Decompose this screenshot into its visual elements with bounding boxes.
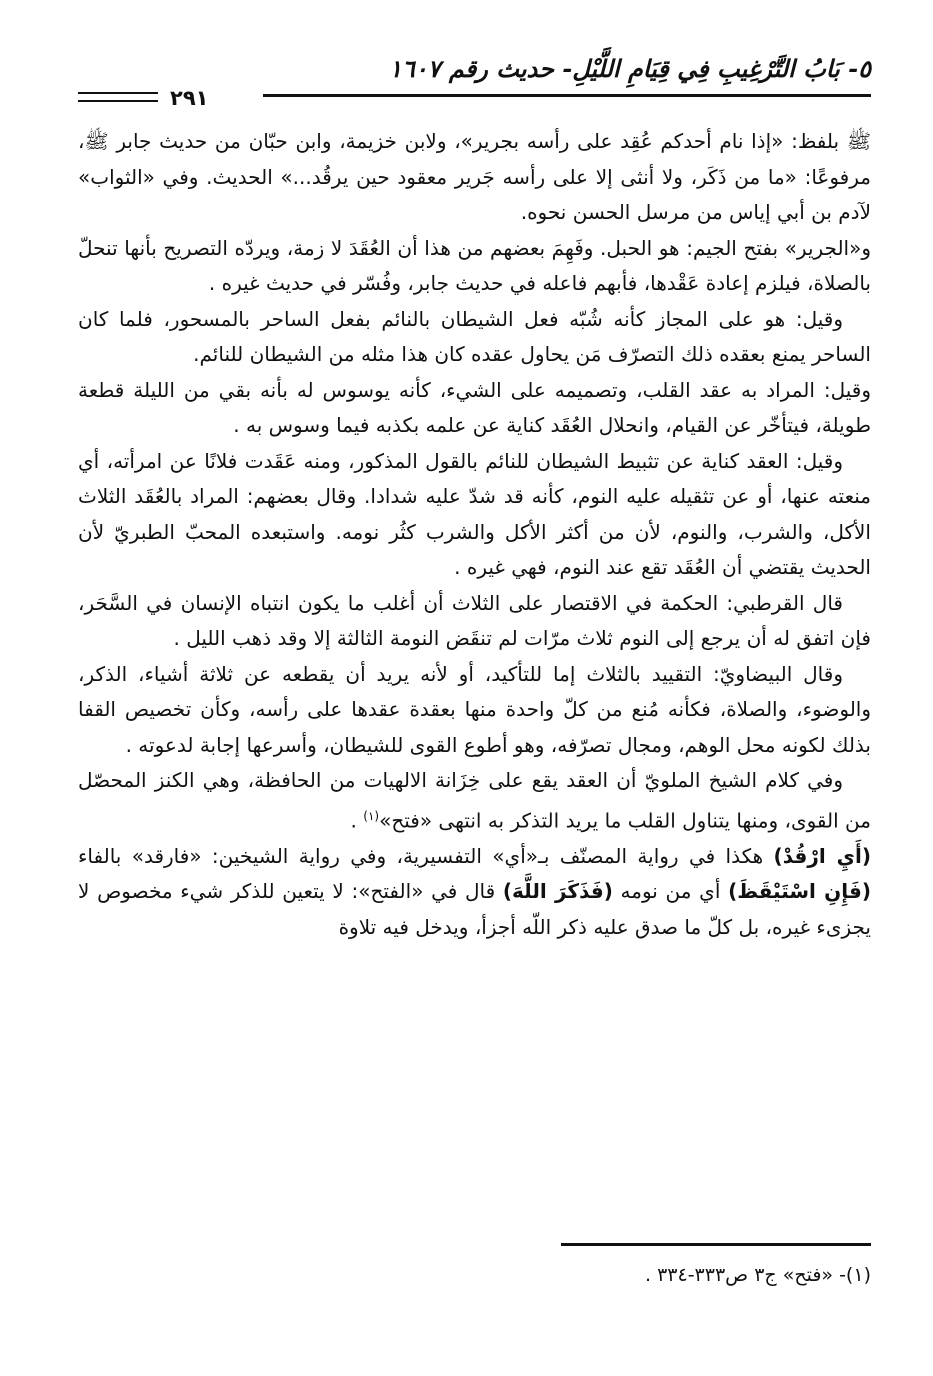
paragraph: و«الجرير» بفتح الجيم: هو الحبل. وفَهِمَ بعضهم من هذا أن العُقَدَ لا زمة، ويردّه التصريح بأنها تنحلّ بالصلاة، فيلزم إعادة عَقْدها، فأبهم فاعله في حديث جابر، وفُسّر في حديث غيره .	[78, 235, 871, 295]
header-double-rule	[78, 92, 158, 102]
paragraph-text: وفي كلام الشيخ الملويّ أن العقد يقع على خِزَانة الالهيات من الحافظة، وهي الكنز المحصّل من القوى، ومنها يتناول القلب ما يريد التذكر به انتهى «فتح»	[78, 768, 871, 833]
running-header	[78, 48, 871, 108]
hadith-term: (فَإِنِ اسْتَيْقَظَ)	[728, 879, 871, 904]
paragraph: وقيل: هو على المجاز كأنه شُبّه فعل الشيطان بالنائم بفعل الساحر بالمسحور، فلما كان الساحر يمنع بعقده ذلك التصرّف مَن يحاول عقده كان هذا مثله من الشيطان للنائم.	[78, 306, 871, 366]
chapter-title: ٥- بَابُ التَّرْغِيبِ فِي قِيَامِ اللَّيْلِ- حديث رقم ١٦٠٧	[388, 54, 871, 83]
page-number: ٢٩١	[170, 86, 209, 110]
hadith-term: (فَذَكَرَ اللَّهَ)	[502, 879, 613, 904]
footnote: (١)- «فتح» ج٣ ص٣٣٣-٣٣٤ .	[644, 1264, 871, 1286]
paragraph	[78, 763, 871, 839]
paragraph: ﷺ بلفظ: «إذا نام أحدكم عُقِد على رأسه بجرير»، ولابن خزيمة، وابن حبّان من حديث جابر ﷺ، مرفوعًا: «ما من ذَكَر، ولا أنثى إلا على رأسه جَرير معقود حين يرقُد...» الحديث. وفي «الثواب» لآدم بن أبي إياس من مرسل الحسن نحوه.	[78, 129, 871, 224]
paragraph: وقال البيضاويّ: التقييد بالثلاث إما للتأكيد، أو لأنه يريد أن يقطعه عن ثلاثة أشياء، الذكر، والوضوء، والصلاة، فكأنه مُنع من كلّ واحدة منها بعقدة عقدها على رأسه، وكأن تخصيص القفا بذلك لكونه محل الوهم، ومجال تصرّفه، وهو أطوع القوى للشيطان، وأسرعها إجابة لدعوته .	[78, 661, 871, 757]
commentary-text: أي من نومه	[612, 879, 729, 904]
paragraph: وقيل: المراد به عقد القلب، وتصميمه على الشيء، كأنه يوسوس له بأنه بقي من الليلة قطعة طويلة، فيتأخّر عن القيام، وانحلال العُقَد كناية عن علمه بكذبه فيما وسوس به .	[78, 377, 871, 437]
body-text	[78, 124, 871, 945]
commentary-text: هكذا في رواية المصنّف بـ«أي» التفسيرية، وفي رواية الشيخين: «فارقد» بالفاء	[78, 843, 774, 868]
header-rule	[263, 94, 871, 97]
hadith-term: (أَيِ ارْقُدْ)	[773, 843, 871, 868]
paragraph-tail: .	[350, 808, 364, 833]
paragraph: قال القرطبي: الحكمة في الاقتصار على الثلاث أن أغلب ما يكون انتباه الإنسان في السَّحَر، فإن اتفق له أن يرجع إلى النوم ثلاث مرّات لم تنقَض النومة الثالثة إلا وقد ذهب الليل .	[78, 590, 871, 650]
commentary-text: قال في «الفتح»: لا يتعين للذكر شيء مخصوص لا يجزىء غيره، بل كلّ ما صدق عليه ذكر اللّه أجزأ، ويدخل فيه تلاوة	[78, 879, 871, 939]
paragraph: وقيل: العقد كناية عن تثبيط الشيطان للنائم بالقول المذكور، ومنه عَقَدت فلانًا عن امرأته، أي منعته عنها، أو عن تثقيله عليه النوم، كأنه قد شدّ عليه شدادا. وقال بعضهم: المراد بالعُقَد الثلاث الأكل، والشرب، والنوم، لأن من أكثر الأكل والشرب كثُر نومه. واستبعده المحبّ الطبريّ لأن الحديث يقتضي أن العُقَد تقع عند النوم، فهي غيره .	[78, 448, 871, 579]
footnote-ref: (١)	[363, 808, 380, 823]
paragraph	[78, 839, 871, 946]
footnote-rule	[561, 1243, 871, 1246]
